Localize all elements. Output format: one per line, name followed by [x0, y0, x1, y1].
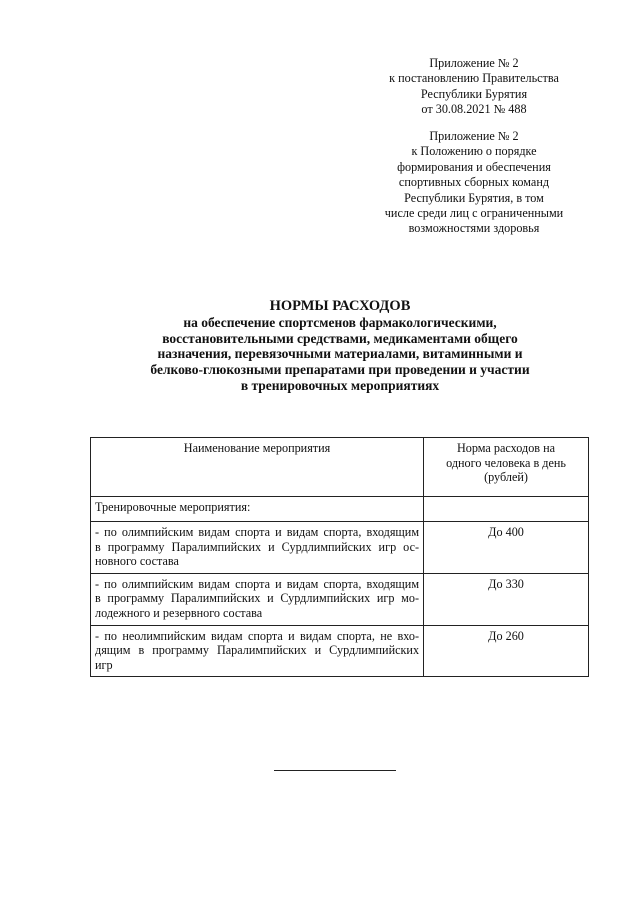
- table-row: [91, 625, 589, 677]
- table-row: [91, 522, 589, 574]
- title-line: на обеспечение спортсменов фармакологическими,: [183, 314, 497, 330]
- header-norm: Норма расходов на одного человека в день (рублей): [424, 438, 589, 497]
- header-activity-name: Наименование мероприятия: [91, 438, 424, 497]
- row-activity-name: - по олимпийским видам спорта и видам спорта, входящим в программу Паралимпийских и Сурдлимпийских игр ос- новного состава: [91, 522, 424, 574]
- appendix-2-line: формирования и обеспечения: [397, 159, 551, 174]
- row-activity-name: - по неолимпийским видам спорта и видам спорта, не вхо- дящим в программу Паралимпийских и Сурдлимпийских игр: [91, 625, 424, 677]
- appendix-1-line: к постановлению Правительства: [389, 71, 559, 86]
- appendix-2-line: возможностями здоровья: [408, 221, 540, 236]
- section-label: Тренировочные мероприятия:: [91, 497, 424, 522]
- appendix-1-line: от 30.08.2021 № 488: [421, 102, 527, 117]
- row-norm-value: До 260: [424, 625, 589, 677]
- appendix-2-line: спортивных сборных команд: [398, 175, 550, 190]
- closing-rule-line: [274, 770, 396, 771]
- appendix-2-line: Приложение № 2: [429, 129, 519, 143]
- section-norm-empty: [424, 497, 589, 522]
- appendix-1-block: [372, 56, 576, 118]
- row-activity-name: - по олимпийским видам спорта и видам спорта, входящим в программу Паралимпийских и Сурдлимпийских игр мо- лодежного и резервного состава: [91, 573, 424, 625]
- title-line: назначения, перевязочными материалами, витаминными и: [157, 346, 523, 362]
- row-norm-value: До 330: [424, 573, 589, 625]
- norms-table: [90, 437, 589, 677]
- table-section-row: [91, 497, 589, 522]
- document-title: [90, 299, 590, 394]
- appendix-2-line: к Положению о порядке: [411, 144, 537, 159]
- appendix-2-line: Республики Бурятия, в том: [404, 190, 544, 205]
- title-line: в тренировочных мероприятиях: [240, 377, 440, 393]
- appendix-2-block: [372, 129, 576, 237]
- title-heading: НОРМЫ РАСХОДОВ: [269, 298, 411, 314]
- appendix-1-line: Республики Бурятия: [420, 86, 528, 101]
- title-line: восстановительными средствами, медикаментами общего: [162, 330, 518, 346]
- table-header-row: [91, 438, 589, 497]
- row-norm-value: До 400: [424, 522, 589, 574]
- appendix-1-line: Приложение № 2: [429, 56, 519, 70]
- table-row: [91, 573, 589, 625]
- appendix-2-line: числе среди лиц с ограниченными: [384, 206, 564, 221]
- title-line: белково-глюкозными препаратами при проведении и участии: [150, 362, 530, 378]
